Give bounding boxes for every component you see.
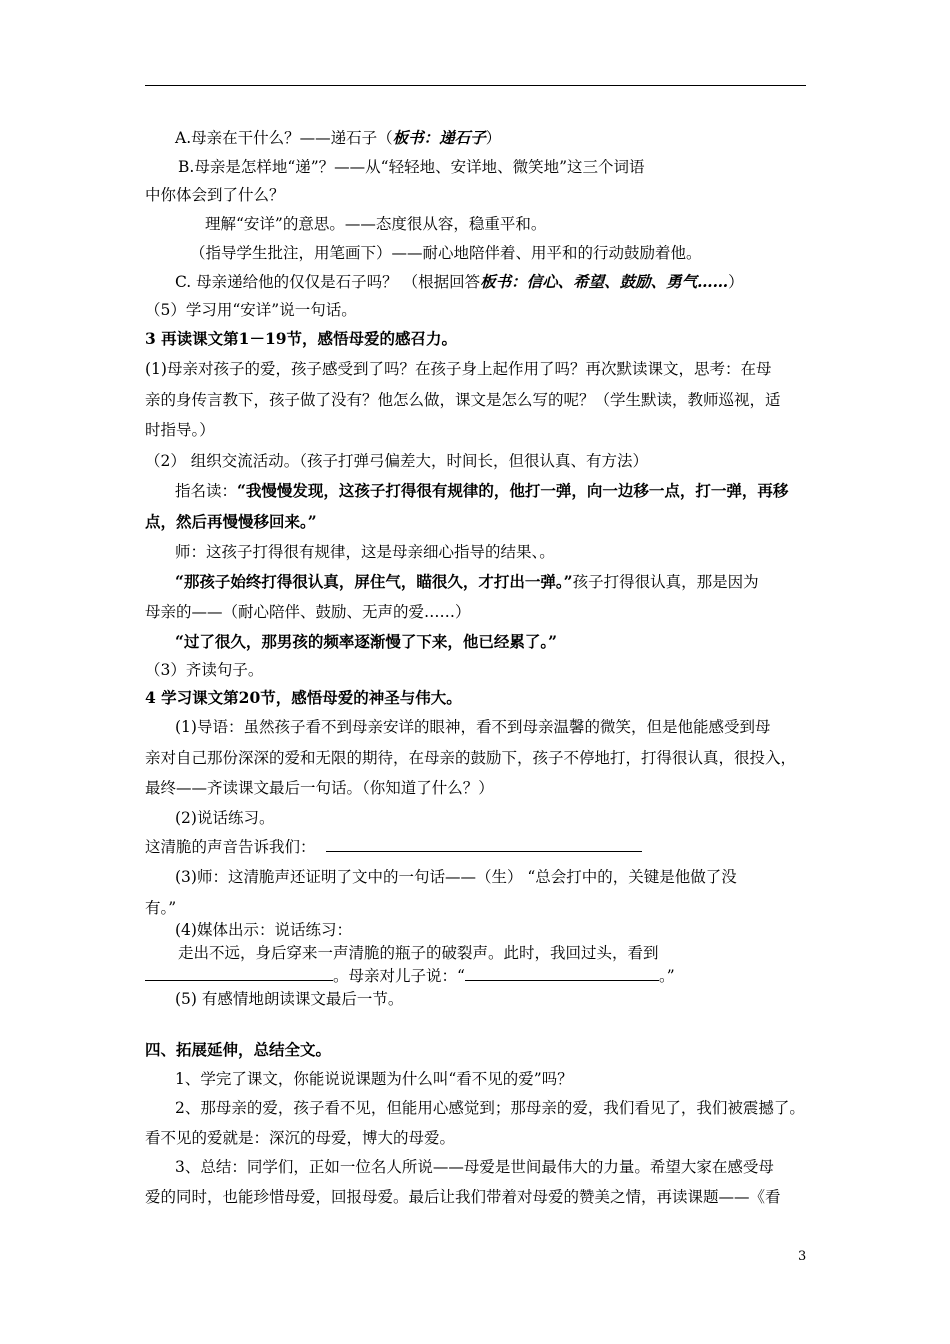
para-line: 走出不远，身后穿来一声清脆的瓶子的破裂声。此时，我回过头，看到: [178, 944, 659, 962]
page-number: 3: [798, 1249, 807, 1264]
line-guide: （指导学生批注，用笔画下）——耐心地陪伴着、用平和的行动鼓励着他。: [190, 244, 702, 262]
para-line: 最终——齐读课文最后一句话。（你知道了什么？）: [145, 779, 494, 797]
para-line: 师：这孩子打得很有规律，这是母亲细心指导的结果、。: [175, 543, 555, 561]
para-line: (3)师：这清脆声还证明了文中的一句话——（生） “总会打中的，关键是他做了没: [175, 868, 737, 886]
para-line: （2） 组织交流活动。（孩子打弹弓偏差大，时间长，但很认真、有方法）: [145, 452, 649, 470]
section-four-heading: 四、拓展延伸，总结全文。: [145, 1040, 332, 1059]
line-c: [175, 272, 744, 292]
para-line: 亲的身传言教下，孩子做了没有？他怎么做，课文是怎么写的呢？（学生默读，教师巡视，适: [145, 391, 781, 409]
para-line: 爱的同时，也能珍惜母爱，回报母爱。最后让我们带着对母爱的赞美之情，再读课题——《看: [145, 1188, 781, 1206]
text: C. 母亲递给他的仅仅是石子吗？ （根据回答: [175, 273, 481, 291]
para-line: 亲对自己那份深深的爱和无限的期待，在母亲的鼓励下，孩子不停地打，打得很认真，很投入，: [145, 749, 797, 767]
para-line: (1)母亲对孩子的爱，孩子感受到了吗？在孩子身上起作用了吗？再次默读课文，思考：在母: [145, 360, 772, 378]
section-3-heading: 3 再读课文第1－19节，感悟母爱的感召力。: [145, 329, 458, 348]
quote: “那孩子始终打得很认真，屏住气，瞄很久，才打出一弹。”: [175, 572, 573, 591]
text: 这清脆的声音告诉我们：: [145, 838, 316, 856]
answer-blank[interactable]: [326, 837, 642, 852]
para-line: 3、总结：同学们，正如一位名人所说——母爱是世间最伟大的力量。希望大家在感受母: [175, 1158, 774, 1176]
quote: “过了很久，那男孩的频率逐渐慢了下来，他已经累了。”: [175, 632, 558, 651]
text: ）: [485, 129, 502, 147]
para-line: [175, 481, 788, 501]
line-b-cont: 中你体会到了什么？: [145, 186, 285, 204]
text: 。母亲对儿子说：“: [333, 967, 465, 985]
line-a: [175, 128, 501, 148]
text: ）: [728, 273, 744, 291]
para-line: 1、学完了课文，你能说说课题为什么叫“看不见的爱”吗？: [175, 1070, 573, 1088]
section-4-heading: 4 学习课文第20节，感悟母爱的神圣与伟大。: [145, 688, 462, 707]
text: 指名读：: [175, 482, 238, 500]
para-line: 2、那母亲的爱，孩子看不见，但能用心感觉到；那母亲的爱，我们看见了，我们被震撼了。: [175, 1099, 805, 1117]
line-understand: 理解“安详”的意思。——态度很从容，稳重平和。: [205, 215, 547, 233]
para-line: [175, 572, 759, 592]
text: 孩子打得很认真，那是因为: [572, 573, 759, 591]
para-line: 时指导。）: [145, 421, 215, 439]
text: A.母亲在干什么？——递石子（: [175, 129, 393, 147]
text: 。”: [658, 967, 675, 985]
line-b: B.母亲是怎样地“递”？——从“轻轻地、安详地、微笑地”这三个词语: [178, 158, 645, 176]
para-line: 母亲的——（耐心陪伴、鼓励、无声的爱……）: [145, 603, 471, 621]
answer-blank[interactable]: [145, 966, 333, 981]
para-line: (1)导语：虽然孩子看不到母亲安详的眼神，看不到母亲温馨的微笑，但是他能感受到母: [175, 718, 771, 736]
para-line: (5) 有感情地朗读课文最后一节。: [175, 990, 404, 1008]
para-line: （3）齐读句子。: [145, 661, 264, 679]
line-5: （5）学习用“安详”说一句话。: [145, 301, 357, 319]
para-line: (4)媒体出示：说话练习：: [175, 921, 352, 939]
board-note: 板书：信心、希望、鼓励、勇气……: [480, 272, 729, 291]
answer-blank[interactable]: [465, 966, 659, 981]
board-note: 板书：递石子: [392, 128, 486, 147]
para-line: 看不见的爱就是：深沉的母爱，博大的母爱。: [145, 1129, 456, 1147]
para-line: (2)说话练习。: [175, 809, 275, 827]
para-line: [145, 966, 675, 986]
para-line: [145, 837, 642, 857]
quote: “我慢慢发现，这孩子打得很有规律的，他打一弹，向一边移一点，打一弹，再移: [237, 481, 789, 500]
quote-cont: 点，然后再慢慢移回来。”: [145, 512, 317, 531]
para-line: 有。”: [145, 899, 177, 917]
header-rule: [145, 85, 806, 86]
